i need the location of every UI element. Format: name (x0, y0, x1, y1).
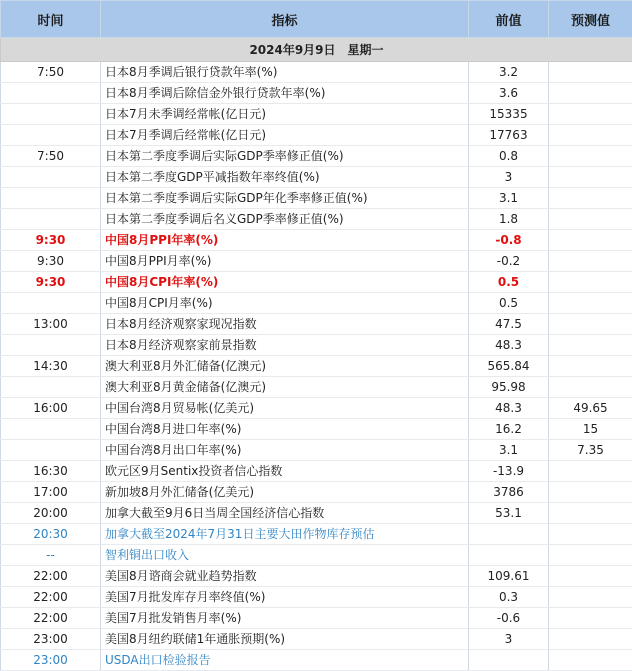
table-row (1, 83, 632, 104)
event-indicator: 日本8月季调后除信金外银行贷款年率(%) (101, 83, 469, 104)
event-previous: 109.61 (469, 566, 549, 587)
table-row (1, 335, 632, 356)
event-forecast (549, 524, 632, 545)
event-time: 22:00 (1, 608, 101, 629)
event-time (1, 419, 101, 440)
event-indicator: 中国8月CPI年率(%) (101, 272, 469, 293)
event-previous: 48.3 (469, 335, 549, 356)
event-forecast (549, 293, 632, 314)
table-row (1, 608, 632, 629)
event-previous: 3.6 (469, 83, 549, 104)
event-forecast (549, 104, 632, 125)
event-previous (469, 524, 549, 545)
event-forecast (549, 230, 632, 251)
event-previous: 3 (469, 629, 549, 650)
event-indicator: 美国8月谘商会就业趋势指数 (101, 566, 469, 587)
event-previous: 3786 (469, 482, 549, 503)
table-header (1, 1, 632, 38)
event-forecast (549, 629, 632, 650)
event-time (1, 125, 101, 146)
event-forecast (549, 587, 632, 608)
event-indicator: 美国7月批发库存月率终值(%) (101, 587, 469, 608)
event-indicator: 中国台湾8月出口年率(%) (101, 440, 469, 461)
table-row (1, 104, 632, 125)
event-forecast (549, 503, 632, 524)
date-row (1, 38, 632, 62)
event-time: 20:30 (1, 524, 101, 545)
event-time (1, 104, 101, 125)
event-indicator: 日本8月经济观察家现况指数 (101, 314, 469, 335)
event-indicator: 美国7月批发销售月率(%) (101, 608, 469, 629)
table-row (1, 482, 632, 503)
table-row (1, 398, 632, 419)
table-row (1, 461, 632, 482)
event-forecast (549, 62, 632, 83)
event-forecast (549, 356, 632, 377)
event-previous: 3 (469, 167, 549, 188)
table-row (1, 356, 632, 377)
event-previous: 3.2 (469, 62, 549, 83)
event-time: 16:30 (1, 461, 101, 482)
event-time: 17:00 (1, 482, 101, 503)
event-time: 22:00 (1, 566, 101, 587)
event-indicator: 中国台湾8月贸易帐(亿美元) (101, 398, 469, 419)
event-forecast: 49.65 (549, 398, 632, 419)
event-indicator: 日本第二季度季调后实际GDP年化季率修正值(%) (101, 188, 469, 209)
event-indicator: 中国8月PPI月率(%) (101, 251, 469, 272)
table-row[interactable] (1, 524, 632, 545)
event-forecast (549, 272, 632, 293)
event-previous: -0.8 (469, 230, 549, 251)
event-time (1, 377, 101, 398)
event-previous: 47.5 (469, 314, 549, 335)
table-row[interactable] (1, 650, 632, 671)
event-forecast (549, 125, 632, 146)
event-previous: 565.84 (469, 356, 549, 377)
event-time: 9:30 (1, 230, 101, 251)
event-indicator[interactable]: 加拿大截至2024年7月31日主要大田作物库存预估 (101, 524, 469, 545)
event-time (1, 293, 101, 314)
table-row (1, 419, 632, 440)
event-indicator[interactable]: 智利铜出口收入 (101, 545, 469, 566)
event-time: 20:00 (1, 503, 101, 524)
event-time: 9:30 (1, 251, 101, 272)
event-previous (469, 650, 549, 671)
event-forecast (549, 83, 632, 104)
event-indicator: 日本第二季度季调后实际GDP季率修正值(%) (101, 146, 469, 167)
event-indicator: 中国8月CPI月率(%) (101, 293, 469, 314)
event-forecast (549, 167, 632, 188)
event-time: 16:00 (1, 398, 101, 419)
table-row (1, 293, 632, 314)
event-indicator: 日本第二季度季调后名义GDP季率修正值(%) (101, 209, 469, 230)
event-time: 7:50 (1, 62, 101, 83)
event-rows (1, 62, 632, 671)
event-time: 7:50 (1, 146, 101, 167)
event-previous: -13.9 (469, 461, 549, 482)
event-forecast (549, 461, 632, 482)
table-row (1, 566, 632, 587)
event-previous (469, 545, 549, 566)
event-previous: 17763 (469, 125, 549, 146)
table-row (1, 629, 632, 650)
event-previous: 3.1 (469, 188, 549, 209)
event-previous: 0.5 (469, 272, 549, 293)
event-forecast: 7.35 (549, 440, 632, 461)
event-forecast (549, 566, 632, 587)
table-row (1, 167, 632, 188)
event-time (1, 167, 101, 188)
date-label: 2024年9月9日 星期一 (1, 38, 632, 62)
event-forecast: 15 (549, 419, 632, 440)
event-time: 13:00 (1, 314, 101, 335)
event-forecast (549, 335, 632, 356)
table-row (1, 440, 632, 461)
event-indicator: 新加坡8月外汇储备(亿美元) (101, 482, 469, 503)
event-forecast (549, 377, 632, 398)
event-previous: 95.98 (469, 377, 549, 398)
event-forecast (549, 188, 632, 209)
event-time (1, 188, 101, 209)
event-time: 14:30 (1, 356, 101, 377)
event-indicator: 日本8月经济观察家前景指数 (101, 335, 469, 356)
event-forecast (549, 482, 632, 503)
event-indicator: 澳大利亚8月黄金储备(亿澳元) (101, 377, 469, 398)
table-row (1, 251, 632, 272)
event-indicator: 日本7月季调后经常帐(亿日元) (101, 125, 469, 146)
event-time: 22:00 (1, 587, 101, 608)
event-previous: 0.5 (469, 293, 549, 314)
event-previous: 15335 (469, 104, 549, 125)
event-time: 23:00 (1, 629, 101, 650)
table-row (1, 314, 632, 335)
header-time: 时间 (1, 1, 101, 38)
table-row (1, 230, 632, 251)
event-previous: -0.6 (469, 608, 549, 629)
table-row[interactable] (1, 545, 632, 566)
header-indicator: 指标 (101, 1, 469, 38)
event-previous: 3.1 (469, 440, 549, 461)
header-previous: 前值 (469, 1, 549, 38)
event-indicator: 日本8月季调后银行贷款年率(%) (101, 62, 469, 83)
event-indicator: 加拿大截至9月6日当周全国经济信心指数 (101, 503, 469, 524)
table-row (1, 209, 632, 230)
event-time: 9:30 (1, 272, 101, 293)
event-previous: 53.1 (469, 503, 549, 524)
table-row (1, 188, 632, 209)
table-row (1, 377, 632, 398)
event-indicator: 欧元区9月Sentix投资者信心指数 (101, 461, 469, 482)
event-indicator: 中国8月PPI年率(%) (101, 230, 469, 251)
table-row (1, 503, 632, 524)
table-row (1, 146, 632, 167)
event-indicator: 美国8月纽约联储1年通胀预期(%) (101, 629, 469, 650)
event-indicator: 日本7月未季调经常帐(亿日元) (101, 104, 469, 125)
table-row (1, 587, 632, 608)
event-previous: 0.8 (469, 146, 549, 167)
event-time (1, 440, 101, 461)
header-forecast: 预测值 (549, 1, 632, 38)
event-forecast (549, 251, 632, 272)
event-forecast (549, 146, 632, 167)
event-indicator: 日本第二季度GDP平减指数年率终值(%) (101, 167, 469, 188)
event-previous: 16.2 (469, 419, 549, 440)
event-forecast (549, 608, 632, 629)
table-row (1, 125, 632, 146)
event-time: 23:00 (1, 650, 101, 671)
event-forecast (549, 209, 632, 230)
table-row (1, 62, 632, 83)
event-forecast (549, 314, 632, 335)
event-time (1, 335, 101, 356)
event-time (1, 83, 101, 104)
event-previous: -0.2 (469, 251, 549, 272)
event-forecast (549, 545, 632, 566)
event-forecast (549, 650, 632, 671)
event-time (1, 209, 101, 230)
event-previous: 48.3 (469, 398, 549, 419)
event-time: -- (1, 545, 101, 566)
event-indicator: 澳大利亚8月外汇储备(亿澳元) (101, 356, 469, 377)
event-indicator[interactable]: USDA出口检验报告 (101, 650, 469, 671)
event-previous: 1.8 (469, 209, 549, 230)
event-indicator: 中国台湾8月进口年率(%) (101, 419, 469, 440)
table-row (1, 272, 632, 293)
event-previous: 0.3 (469, 587, 549, 608)
